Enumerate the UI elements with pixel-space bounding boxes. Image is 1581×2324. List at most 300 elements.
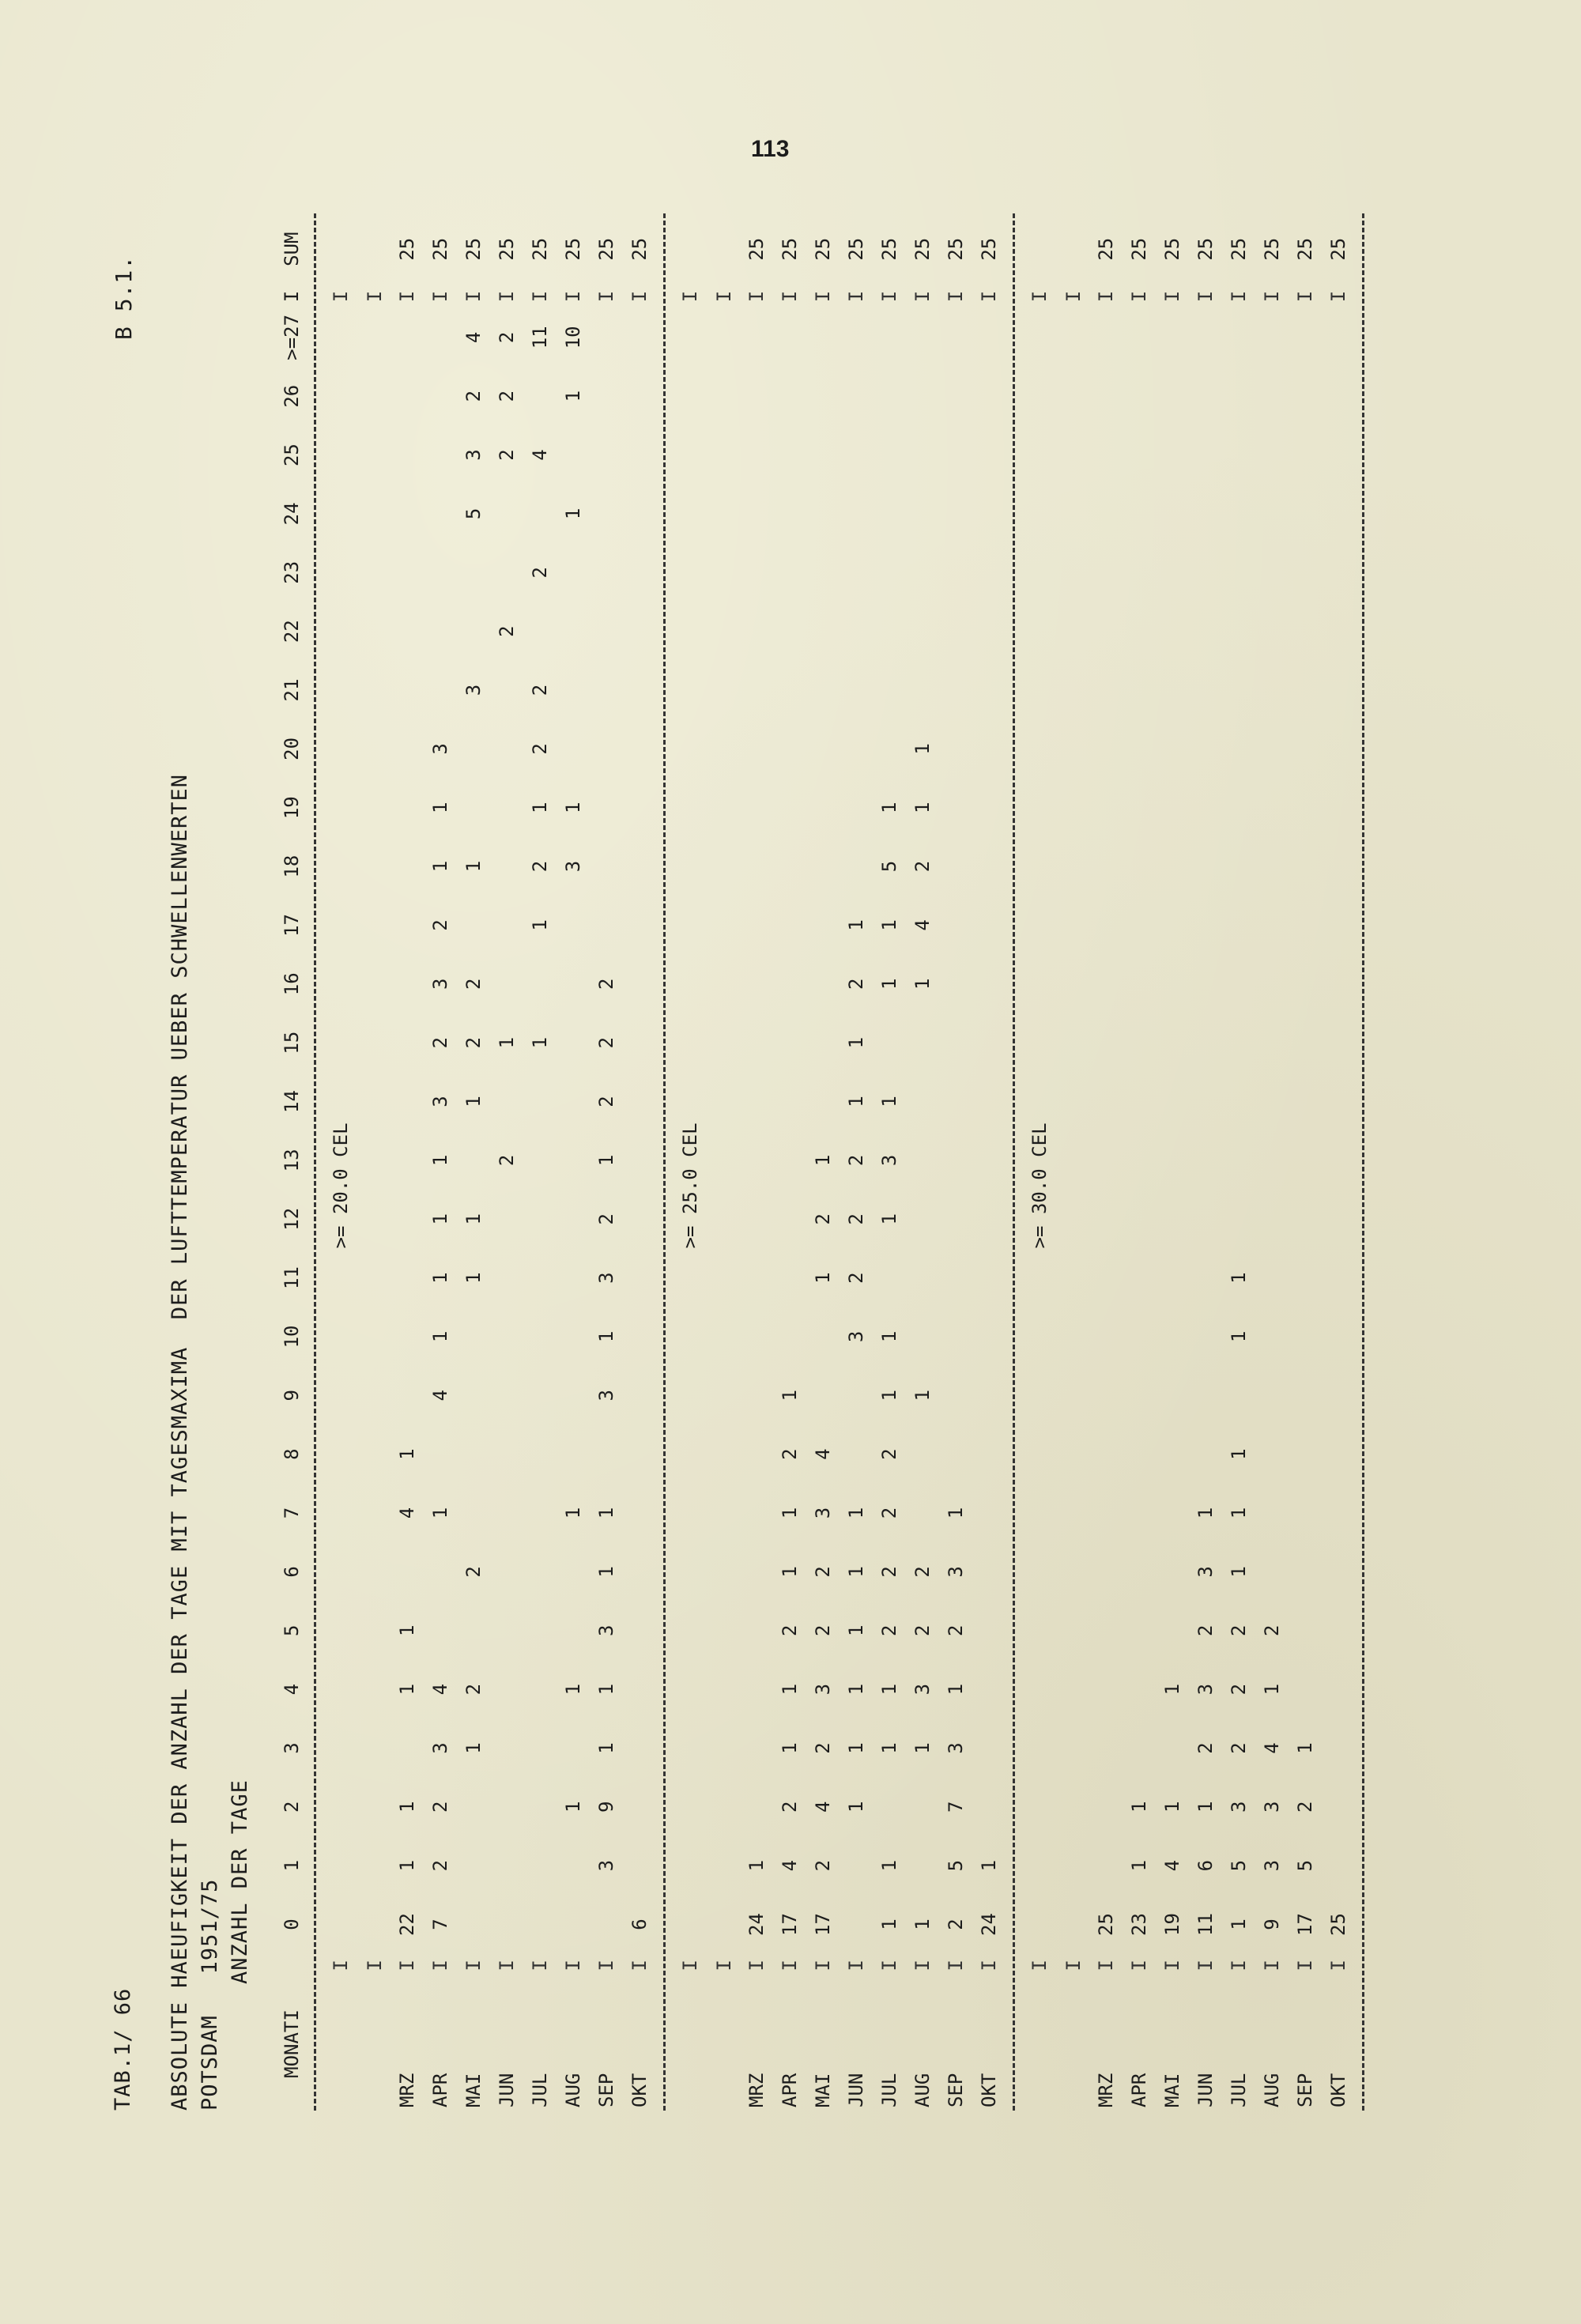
value-cell [773, 955, 806, 1013]
value-cell [391, 485, 424, 543]
value-cell [424, 425, 457, 484]
value-cell [1289, 779, 1322, 837]
value-cell [1058, 308, 1089, 367]
value-cell: 1 [562, 390, 584, 402]
station-name: POTSDAM [198, 2015, 222, 2111]
value-cell: 22 [396, 1913, 418, 1936]
value-cell [740, 485, 773, 543]
column-header: 24 [281, 502, 303, 526]
value-cell [1289, 1072, 1322, 1130]
value-cell [490, 1660, 523, 1718]
value-cell: 3 [429, 743, 451, 755]
value-cell: 2 [595, 1096, 617, 1107]
value-cell [424, 1602, 457, 1660]
sum-cell: 25 [812, 237, 834, 261]
value-cell: 3 [562, 860, 584, 873]
value-cell [590, 485, 623, 543]
value-cell [623, 602, 656, 660]
value-cell: 10 [562, 326, 584, 349]
sum-cell: 25 [1294, 237, 1316, 261]
value-cell [1058, 1072, 1089, 1130]
value-cell [1322, 896, 1355, 954]
value-cell [708, 779, 740, 837]
table-row [972, 213, 1006, 2111]
table-row [457, 213, 490, 2111]
value-cell [806, 837, 840, 896]
column-header: 26 [281, 384, 303, 408]
value-cell [1123, 1660, 1156, 1718]
value-cell: 1 [1228, 1507, 1250, 1519]
value-cell: 1 [779, 1566, 801, 1578]
value-cell [1255, 1484, 1289, 1542]
value-cell: 1 [1194, 1507, 1217, 1519]
value-cell [1089, 1366, 1123, 1424]
separator-bar: I [812, 290, 834, 303]
value-cell [972, 1484, 1006, 1542]
value-cell [490, 1836, 523, 1895]
value-cell: 2 [845, 978, 867, 990]
value-cell [1322, 1542, 1355, 1601]
value-cell [1289, 1424, 1322, 1483]
value-cell [490, 1248, 523, 1307]
value-cell [1058, 719, 1089, 778]
value-cell [391, 1131, 424, 1190]
value-cell [972, 779, 1006, 837]
value-cell [1189, 1072, 1222, 1130]
value-cell [773, 485, 806, 543]
sum-cell: 25 [878, 237, 900, 261]
value-cell [1058, 1542, 1089, 1601]
threshold-label: >= 30.0 CEL [1028, 1122, 1051, 1249]
value-cell [1089, 1718, 1123, 1777]
value-cell [457, 1366, 490, 1424]
sum-cell: 25 [1327, 237, 1349, 261]
value-cell [359, 1013, 391, 1072]
value-cell [806, 308, 840, 367]
value-cell [557, 602, 590, 660]
value-cell: 2 [529, 860, 551, 873]
value-cell [623, 1131, 656, 1190]
value-cell [972, 1542, 1006, 1601]
value-cell [1123, 719, 1156, 778]
value-cell [906, 308, 939, 367]
value-cell [391, 543, 424, 602]
sum-cell: 25 [429, 237, 451, 261]
separator-bar: I [1327, 1960, 1349, 1971]
value-cell [623, 367, 656, 425]
table-row [1123, 213, 1156, 2111]
value-cell [906, 1072, 939, 1130]
value-cell: 1 [945, 1507, 967, 1519]
separator-bar: I [364, 290, 386, 303]
value-cell [623, 308, 656, 367]
value-cell [1189, 1424, 1222, 1483]
value-cell [939, 1248, 972, 1307]
value-cell: 24 [978, 1913, 1000, 1936]
month-label: MAI [812, 2073, 834, 2107]
value-cell [740, 1424, 773, 1483]
column-header: 16 [281, 972, 303, 996]
value-cell [1222, 425, 1255, 484]
value-cell [1058, 602, 1089, 660]
value-cell [708, 602, 740, 660]
value-cell: 25 [1327, 1913, 1349, 1936]
value-cell [391, 1718, 424, 1777]
value-cell [740, 1248, 773, 1307]
value-cell [424, 308, 457, 367]
value-cell [972, 1248, 1006, 1307]
value-cell [1189, 1013, 1222, 1072]
value-cell [623, 543, 656, 602]
value-cell [708, 308, 740, 367]
month-label: JUL [1228, 2073, 1250, 2107]
value-cell [359, 661, 391, 719]
value-cell [1089, 1248, 1123, 1307]
table-row [590, 213, 623, 2111]
value-cell [939, 1366, 972, 1424]
month-label: MRZ [396, 2073, 418, 2107]
value-cell: 4 [429, 1683, 451, 1696]
value-cell: 19 [1161, 1913, 1183, 1936]
value-cell [1089, 779, 1123, 837]
value-cell [1289, 1190, 1322, 1248]
value-cell [840, 602, 873, 660]
value-cell [1089, 367, 1123, 425]
month-label: OKT [628, 2073, 651, 2107]
value-cell [490, 1190, 523, 1248]
threshold-row [672, 213, 708, 2111]
value-cell: 1 [878, 1213, 900, 1225]
value-cell [939, 955, 972, 1013]
value-cell [806, 955, 840, 1013]
table-row [490, 213, 523, 2111]
value-cell [1289, 896, 1322, 954]
value-cell [1189, 1248, 1222, 1307]
value-cell: 25 [1095, 1913, 1117, 1936]
value-cell [590, 308, 623, 367]
value-cell: 3 [595, 1272, 617, 1284]
column-header: 0 [281, 1918, 303, 1930]
threshold-spacer [672, 1248, 708, 1953]
value-cell [1289, 661, 1322, 719]
value-cell: 1 [429, 1272, 451, 1284]
value-cell: 4 [529, 449, 551, 461]
value-cell [740, 1718, 773, 1777]
value-cell: 1 [779, 1742, 801, 1754]
month-label: JUL [529, 2073, 551, 2107]
value-cell [1123, 1718, 1156, 1777]
value-cell [1123, 955, 1156, 1013]
value-cell [359, 1836, 391, 1895]
value-cell: 2 [1194, 1742, 1217, 1754]
sum-cell: 25 [945, 237, 967, 261]
value-cell [1089, 543, 1123, 602]
value-cell: 2 [429, 1859, 451, 1872]
sum-cell [1021, 213, 1058, 285]
threshold-spacer [323, 1248, 359, 1953]
value-cell [939, 308, 972, 367]
value-cell [523, 1660, 557, 1718]
value-cell [1289, 367, 1322, 425]
value-cell [490, 661, 523, 719]
value-cell [708, 1131, 740, 1190]
value-cell: 3 [1194, 1683, 1217, 1696]
value-cell [1255, 1131, 1289, 1190]
value-cell [740, 1013, 773, 1072]
spacer-row [708, 213, 740, 2111]
separator-bar: I [878, 1960, 900, 1971]
value-cell: 2 [529, 743, 551, 755]
value-cell [708, 1248, 740, 1307]
value-cell [906, 425, 939, 484]
value-cell [523, 1778, 557, 1836]
value-cell [740, 1307, 773, 1366]
value-cell: 1 [1228, 1918, 1250, 1930]
value-cell: 2 [496, 390, 518, 402]
value-cell [1289, 837, 1322, 896]
value-cell: 17 [812, 1913, 834, 1936]
value-cell [806, 1072, 840, 1130]
value-cell [840, 1895, 873, 1953]
value-cell [1255, 779, 1289, 837]
column-header: 18 [281, 855, 303, 878]
value-cell: 1 [462, 860, 485, 873]
value-cell: 1 [1228, 1330, 1250, 1343]
value-cell [773, 1307, 806, 1366]
value-cell: 2 [429, 1036, 451, 1049]
value-cell [840, 308, 873, 367]
table-id: TAB.1/ 66 [111, 1987, 135, 2111]
value-cell [873, 308, 906, 367]
value-cell [1189, 367, 1222, 425]
separator-bar: I [845, 1960, 867, 1971]
value-cell: 7 [945, 1801, 967, 1813]
value-cell [972, 1131, 1006, 1190]
value-cell [1222, 896, 1255, 954]
value-cell [1222, 367, 1255, 425]
sum-cell: 25 [779, 237, 801, 261]
value-cell [557, 425, 590, 484]
value-cell [939, 1307, 972, 1366]
month-header: MONATI [281, 2009, 303, 2078]
value-cell [1222, 1072, 1255, 1130]
value-cell [972, 896, 1006, 954]
value-cell: 6 [1194, 1859, 1217, 1872]
month-label: MAI [1161, 2073, 1183, 2107]
value-cell [972, 1013, 1006, 1072]
value-cell: 1 [1228, 1272, 1250, 1284]
month-cell [708, 1977, 740, 2111]
value-cell [708, 367, 740, 425]
table-row [939, 213, 972, 2111]
value-cell [1189, 955, 1222, 1013]
value-cell [873, 485, 906, 543]
value-cell: 1 [396, 1801, 418, 1813]
value-cell [359, 1072, 391, 1130]
value-cell [773, 661, 806, 719]
value-cell [740, 543, 773, 602]
value-cell [1089, 1660, 1123, 1718]
value-cell [1058, 1248, 1089, 1307]
value-cell: 24 [745, 1913, 768, 1936]
value-cell [457, 1131, 490, 1190]
value-cell [740, 367, 773, 425]
value-cell [1156, 1602, 1189, 1660]
threshold-label: >= 25.0 CEL [679, 1122, 701, 1249]
value-cell [557, 1072, 590, 1130]
value-cell [1058, 1836, 1089, 1895]
value-cell [457, 1602, 490, 1660]
value-cell [490, 955, 523, 1013]
value-cell [391, 837, 424, 896]
value-cell: 2 [878, 1448, 900, 1460]
value-cell [806, 1307, 840, 1366]
value-cell [490, 1484, 523, 1542]
value-cell [873, 661, 906, 719]
value-cell [740, 1778, 773, 1836]
value-cell [708, 1718, 740, 1777]
value-cell [391, 602, 424, 660]
value-cell [1289, 1542, 1322, 1601]
value-cell [1189, 1366, 1222, 1424]
value-cell [1156, 1307, 1189, 1366]
value-cell [623, 837, 656, 896]
value-cell [906, 1248, 939, 1307]
value-cell [1123, 367, 1156, 425]
value-cell [1222, 1190, 1255, 1248]
value-cell [1123, 602, 1156, 660]
value-cell: 9 [1261, 1918, 1283, 1930]
value-cell [972, 1366, 1006, 1424]
separator-bar: I [1028, 290, 1051, 303]
value-cell [424, 1542, 457, 1601]
value-cell [523, 1307, 557, 1366]
month-label: JUN [845, 2073, 867, 2107]
separator-bar: I [1161, 1960, 1183, 1971]
value-cell: 1 [911, 1742, 934, 1754]
value-cell [391, 1307, 424, 1366]
dashed-line [663, 213, 666, 2111]
value-cell [708, 1660, 740, 1718]
value-cell [1255, 661, 1289, 719]
value-cell [708, 1542, 740, 1601]
value-cell: 1 [595, 1683, 617, 1696]
value-cell [939, 1424, 972, 1483]
column-header: 8 [281, 1448, 303, 1460]
value-cell [1089, 485, 1123, 543]
value-cell [523, 1072, 557, 1130]
value-cell: 1 [429, 860, 451, 873]
value-cell: 4 [462, 331, 485, 344]
value-cell: 17 [1294, 1913, 1316, 1936]
value-cell [1222, 485, 1255, 543]
value-cell [457, 779, 490, 837]
value-cell: 1 [529, 1036, 551, 1049]
value-cell [773, 1190, 806, 1248]
value-cell: 2 [595, 1036, 617, 1049]
column-header: 5 [281, 1624, 303, 1636]
value-cell: 2 [595, 978, 617, 990]
value-cell [490, 1602, 523, 1660]
value-cell [590, 367, 623, 425]
value-cell [490, 1366, 523, 1424]
value-cell [939, 543, 972, 602]
value-cell [1189, 896, 1222, 954]
value-cell [457, 543, 490, 602]
value-cell [1058, 1131, 1089, 1190]
sum-cell [672, 213, 708, 285]
value-cell [708, 1190, 740, 1248]
column-header: 3 [281, 1742, 303, 1754]
value-cell [623, 1190, 656, 1248]
value-cell [623, 661, 656, 719]
value-cell [457, 896, 490, 954]
value-cell [1123, 425, 1156, 484]
value-cell [391, 367, 424, 425]
table-row [873, 213, 906, 2111]
value-cell [906, 1307, 939, 1366]
value-cell [1322, 1602, 1355, 1660]
value-cell: 3 [462, 449, 485, 461]
value-cell [939, 719, 972, 778]
value-cell [873, 367, 906, 425]
separator-bar: I [281, 290, 303, 303]
value-cell [1289, 1602, 1322, 1660]
value-cell: 1 [779, 1390, 801, 1402]
value-cell [972, 485, 1006, 543]
value-cell [1156, 367, 1189, 425]
column-header: 21 [281, 678, 303, 702]
value-cell [1322, 425, 1355, 484]
value-cell [590, 1424, 623, 1483]
spacer-row [359, 213, 391, 2111]
column-header: 17 [281, 913, 303, 937]
value-cell [1058, 779, 1089, 837]
value-cell: 3 [429, 978, 451, 990]
value-cell: 9 [595, 1801, 617, 1813]
month-label: APR [429, 2073, 451, 2107]
value-cell [1156, 1131, 1189, 1190]
sum-cell: 25 [595, 237, 617, 261]
column-header: 19 [281, 796, 303, 820]
value-cell [623, 425, 656, 484]
frequency-table [277, 213, 1371, 2111]
value-cell [1156, 779, 1189, 837]
value-cell: 1 [845, 1507, 867, 1519]
value-cell: 1 [1194, 1801, 1217, 1813]
value-cell [490, 1718, 523, 1777]
value-cell [972, 661, 1006, 719]
value-cell: 1 [878, 1330, 900, 1343]
value-cell: 2 [1294, 1801, 1316, 1813]
value-cell [708, 719, 740, 778]
value-cell [1322, 1248, 1355, 1307]
value-cell [873, 1778, 906, 1836]
value-cell: 3 [1261, 1859, 1283, 1872]
value-cell [1322, 955, 1355, 1013]
value-cell [972, 955, 1006, 1013]
value-cell [359, 837, 391, 896]
value-cell: 1 [462, 1742, 485, 1754]
value-cell [806, 425, 840, 484]
value-cell: 2 [878, 1624, 900, 1636]
month-label: AUG [911, 2073, 934, 2107]
value-cell: 1 [396, 1859, 418, 1872]
column-header: 25 [281, 443, 303, 467]
value-cell: 1 [1128, 1859, 1150, 1872]
table-row [391, 213, 424, 2111]
value-cell [1089, 896, 1123, 954]
